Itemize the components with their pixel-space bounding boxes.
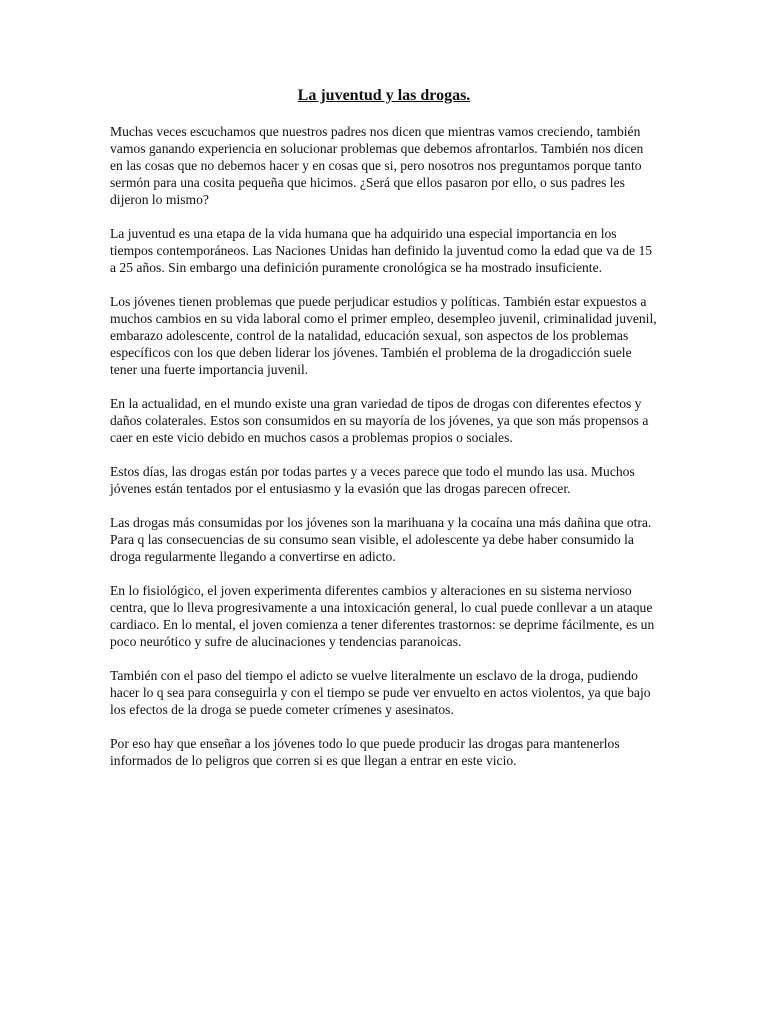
paragraph-2: La juventud es una etapa de la vida humana que ha adquirido una especial importancia en los tiempos contemporáneos. Las Naciones Unidas han definido la juventud como la edad que va de 15 a 25 años. Sin embargo una definición puramente cronológica se ha mostrado insuficiente. — [110, 226, 653, 275]
paragraph-4: En la actualidad, en el mundo existe una gran variedad de tipos de drogas con diferentes efectos y daños colaterales. Estos son consumidos en su mayoría de los jóvenes, ya que son más propensos a caer en este vicio debido en muchos casos a problemas propios o sociales. — [110, 396, 649, 445]
document-body — [110, 123, 658, 786]
paragraph-6: Las drogas más consumidas por los jóvenes son la marihuana y la cocaína una más dañina que otra. Para q las consecuencias de su consumo sean visible, el adolescente ya debe haber consumido la droga regularmente llegando a convertirse en adicto. — [110, 515, 652, 564]
paragraph-5: Estos días, las drogas están por todas partes y a veces parece que todo el mundo las usa. Muchos jóvenes están tentados por el entusiasmo y la evasión que las drogas parecen ofrecer. — [110, 464, 635, 496]
document-title: La juventud y las drogas. — [297, 87, 471, 104]
paragraph-7: En lo fisiológico, el joven experimenta diferentes cambios y alteraciones en su sistema nervioso centra, que lo lleva progresivamente a una intoxicación general, lo cual puede conllevar a un ataque cardiaco. En lo mental, el joven comienza a tener diferentes trastornos: se deprime fácilmente, es un poco neurótico y sufre de alucinaciones y tendencias paranoicas. — [110, 583, 655, 649]
paragraph-9: Por eso hay que enseñar a los jóvenes todo lo que puede producir las drogas para mantenerlos informados de lo peligros que corren si es que llegan a entrar en este vicio. — [110, 736, 620, 768]
paragraph-1: Muchas veces escuchamos que nuestros padres nos dicen que mientras vamos creciendo, también vamos ganando experiencia en solucionar problemas que debemos afrontarlos. También nos dicen en las cosas que no debemos hacer y en cosas que si, pero nosotros nos preguntamos porque tanto sermón para una cosita pequeña que hicimos. ¿Será que ellos pasaron por ello, o sus padres les dijeron lo mismo? — [110, 124, 644, 207]
paragraph-8: También con el paso del tiempo el adicto se vuelve literalmente un esclavo de la droga, pudiendo hacer lo q sea para conseguirla y con el tiempo se pude ver envuelto en actos violentos, ya que bajo los efectos de la droga se puede cometer crímenes y asesinatos. — [110, 668, 651, 717]
paragraph-3: Los jóvenes tienen problemas que puede perjudicar estudios y políticas. También estar expuestos a muchos cambios en su vida laboral como el primer empleo, desempleo juvenil, criminalidad juvenil, embarazo adolescente, control de la natalidad, educación sexual, son aspectos de los problemas específicos con los que deben liderar los jóvenes. También el problema de la drogadicción suele tener una fuerte importancia juvenil. — [110, 294, 657, 377]
